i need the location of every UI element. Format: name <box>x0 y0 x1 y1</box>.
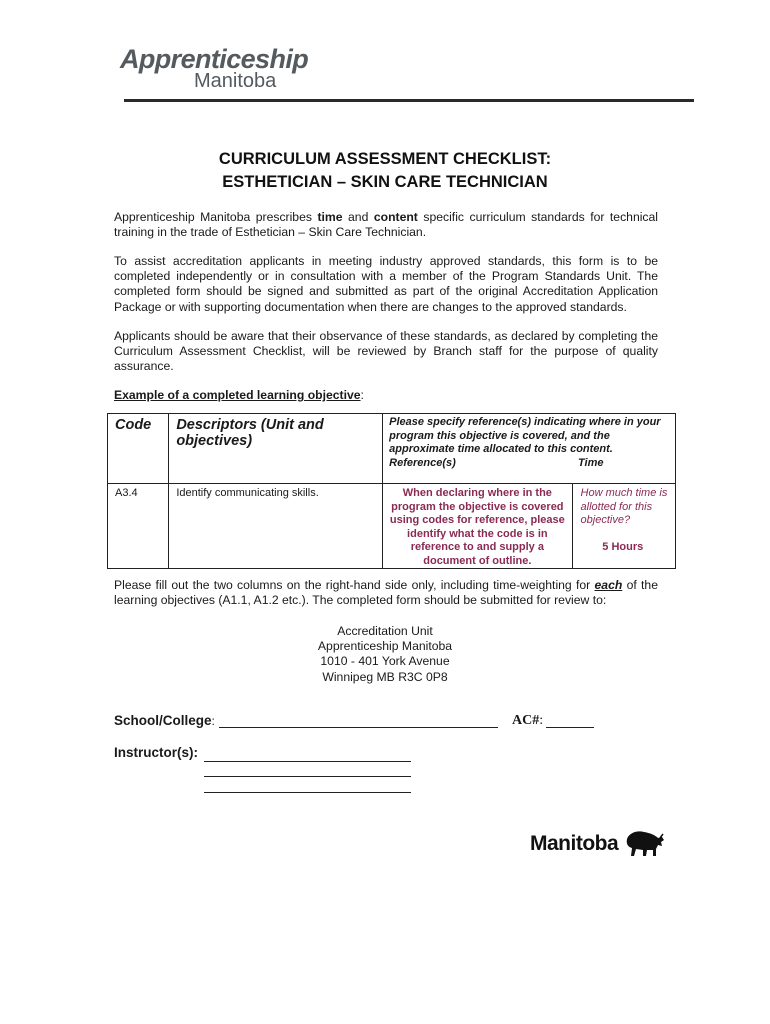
manitoba-logo <box>530 829 665 859</box>
mailing-address <box>0 624 770 685</box>
school-label-colon: : <box>211 714 215 728</box>
instructor-field-1[interactable] <box>204 761 411 762</box>
ac-label-text: AC# <box>512 713 540 728</box>
example-label-colon: : <box>360 388 364 402</box>
row-time-note: How much time is allotted for this objective? <box>580 487 668 526</box>
intro-text: specific curriculum standards for technical training in the trade of Esthetician – Skin Care Technician. <box>114 210 659 240</box>
intro-bold-content: content <box>373 210 418 224</box>
school-college-label <box>114 713 215 728</box>
address-line: Apprenticeship Manitoba <box>317 639 453 654</box>
address-line: Accreditation Unit <box>337 624 433 638</box>
intro-text: and <box>342 210 374 224</box>
bison-icon <box>623 829 665 859</box>
address-line: 1010 - 401 York Avenue <box>320 654 450 669</box>
ac-number-field[interactable] <box>546 727 594 728</box>
row-time-cell <box>572 484 675 569</box>
instructions-text: of the learning objectives (A1.1, A1.2 etc.). The completed form should be submitted for review to: <box>114 578 658 608</box>
instructions-paragraph <box>114 578 658 608</box>
intro-bold-time: time <box>317 210 343 224</box>
header-specify: Please specify reference(s) indicating where in your program this objective is covered, and the approximate time allocated to this content. <box>383 414 676 457</box>
header-descriptors: Descriptors (Unit and objectives) <box>169 414 383 484</box>
header-time: Time <box>572 457 675 484</box>
example-label-text: Example of a completed learning objective <box>114 388 361 402</box>
intro-paragraph-3: Applicants should be aware that their observance of these standards, as declared by completing the Curriculum Assessment Checklist, will be reviewed by Branch staff for the purpose of quality assurance. <box>114 329 658 374</box>
instructor-field-2[interactable] <box>204 776 411 777</box>
instructors-label: Instructor(s): <box>114 745 198 760</box>
example-label <box>114 388 364 402</box>
row-time-value: 5 Hours <box>602 540 644 553</box>
header-divider <box>124 99 694 102</box>
school-college-field[interactable] <box>219 727 498 728</box>
apprenticeship-logo-line1: Apprenticeship <box>120 44 309 74</box>
apprenticeship-logo-line2: Manitoba <box>194 70 277 92</box>
school-label-text: School/College <box>114 713 212 728</box>
example-table <box>107 413 676 569</box>
intro-paragraph-1 <box>114 210 658 240</box>
row-reference: When declaring where in the program the objective is covered using codes for reference, please identify what the code is in reference to and supply a document of outline. <box>383 484 572 569</box>
page-title-line2: ESTHETICIAN – SKIN CARE TECHNICIAN <box>222 173 548 191</box>
ac-number-label <box>512 713 543 729</box>
page-title-line1: CURRICULUM ASSESSMENT CHECKLIST: <box>218 150 552 168</box>
table-header-row <box>108 414 676 457</box>
instructions-text: Please fill out the two columns on the right-hand side only, including time-weighting for <box>114 578 595 592</box>
ac-label-colon: : <box>539 713 544 728</box>
table-row <box>108 484 676 569</box>
manitoba-logo-text: Manitoba <box>530 832 619 855</box>
instructions-each: each <box>594 578 623 592</box>
intro-text: Apprenticeship Manitoba prescribes <box>114 210 318 224</box>
header-references: Reference(s) <box>383 457 572 484</box>
instructor-field-3[interactable] <box>204 792 411 793</box>
row-code: A3.4 <box>108 484 169 569</box>
header-code: Code <box>108 414 169 484</box>
row-descriptor: Identify communicating skills. <box>169 484 383 569</box>
intro-paragraph-2: To assist accreditation applicants in meeting industry approved standards, this form is to be completed independently or in consultation with a member of the Program Standards Unit. The completed form should be signed and submitted as part of the original Accreditation Application Package or with supporting documentation when there are changes to the approved standards. <box>114 254 658 314</box>
address-line: Winnipeg MB R3C 0P8 <box>322 669 448 684</box>
